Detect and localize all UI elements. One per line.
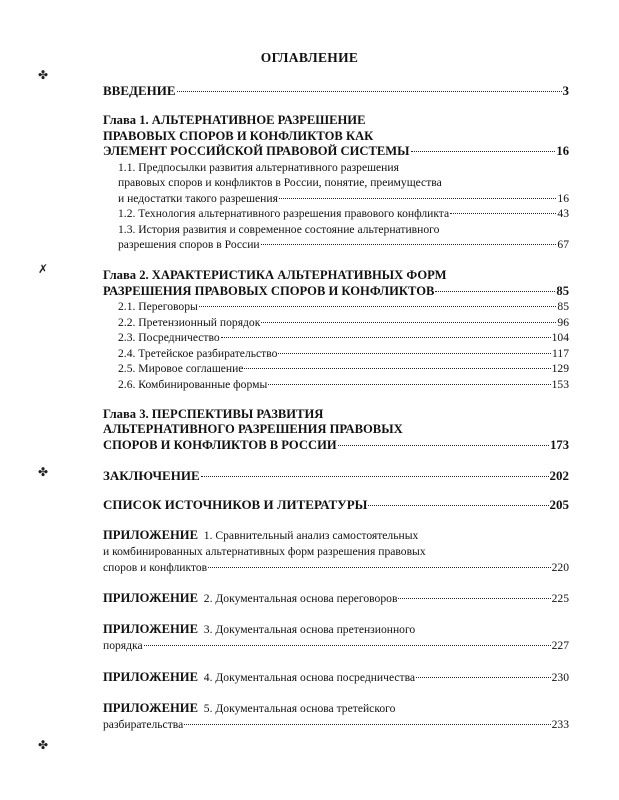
binder-hole-mark-icon: ✤ (38, 68, 49, 82)
toc-entry-chapter-3 (103, 407, 569, 454)
page-number: 227 (551, 639, 569, 653)
toc-entry-appendix-1 (103, 527, 569, 576)
toc-entry-section-2-3 (103, 330, 569, 346)
toc-entry-appendix-3 (103, 621, 569, 654)
toc-entry-appendix-5 (103, 700, 569, 733)
appendix-title-line: порядка (103, 639, 143, 653)
appendix-title-line: 2. Документальная основа переговоров (203, 592, 398, 606)
appendix-label: ПРИЛОЖЕНИЕ (103, 591, 198, 606)
appendix-label: ПРИЛОЖЕНИЕ (103, 670, 198, 685)
chapter-title-line: ЭЛЕМЕНТ РОССИЙСКОЙ ПРАВОВОЙ СИСТЕМЫ (103, 144, 410, 158)
appendix-label: ПРИЛОЖЕНИЕ (103, 701, 198, 716)
toc-entry-section-2-6 (103, 377, 569, 393)
chapter-title-line: Глава 1. АЛЬТЕРНАТИВНОЕ РАЗРЕШЕНИЕ (103, 113, 366, 127)
page-number: 104 (551, 331, 569, 345)
page-number: 220 (551, 561, 569, 575)
page-number: 205 (549, 497, 569, 513)
appendix-label: ПРИЛОЖЕНИЕ (103, 528, 198, 543)
section-title-line: 1.3. История развития и современное состояние альтернативного (118, 222, 440, 236)
appendix-title-line: разбирательства (103, 718, 184, 732)
appendix-label: ПРИЛОЖЕНИЕ (103, 622, 198, 637)
chapter-title-line: ПРАВОВЫХ СПОРОВ И КОНФЛИКТОВ КАК (103, 128, 374, 143)
section-title-line: 1.1. Предпосылки развития альтернативного разрешения (118, 160, 399, 174)
page-number: 67 (557, 238, 569, 252)
toc-entry-chapter-1 (103, 113, 569, 160)
binder-hole-mark-icon: ✤ (38, 738, 49, 752)
section-title-line: 2.6. Комбинированные формы (118, 378, 268, 392)
toc-entry-conclusion (103, 468, 569, 484)
page-number: 16 (556, 144, 569, 158)
section-title-line: 2.5. Мировое соглашение (118, 362, 244, 376)
binder-hole-mark-icon: ✗ (38, 262, 49, 276)
appendix-title-line: 5. Документальная основа третейского (203, 702, 396, 716)
section-title-line: 2.3. Посредничество (118, 331, 220, 345)
appendix-title-line: 4. Документальная основа посредничества (203, 671, 416, 685)
toc-entry-introduction (103, 83, 569, 99)
section-title-line: 2.1. Переговоры (118, 300, 198, 314)
page-number: 202 (549, 468, 569, 484)
page-number: 16 (557, 191, 569, 205)
page-number: 153 (551, 378, 569, 392)
page-number: 117 (552, 346, 569, 360)
page-number: 85 (557, 300, 569, 314)
chapter-title-line: Глава 3. ПЕРСПЕКТИВЫ РАЗВИТИЯ (103, 406, 324, 421)
toc-entry-appendix-4 (103, 669, 569, 686)
toc-entry-section-2-5 (103, 361, 569, 377)
page-number: 129 (551, 362, 569, 376)
section-title-line: 2.2. Претензионный порядок (118, 315, 261, 329)
binder-hole-mark-icon: ✤ (38, 465, 49, 479)
chapter-title-line: АЛЬТЕРНАТИВНОГО РАЗРЕШЕНИЯ ПРАВОВЫХ (103, 422, 403, 437)
toc-entry-section-1-2 (103, 206, 569, 222)
chapter-title-line: Глава 2. ХАРАКТЕРИСТИКА АЛЬТЕРНАТИВНЫХ ФОРМ (103, 268, 447, 283)
entry-text: ЗАКЛЮЧЕНИЕ (103, 468, 200, 484)
appendix-title-line: 1. Сравнительный анализ самостоятельных (203, 529, 419, 543)
section-title-line: правовых споров и конфликтов в России, понятие, преимущества (118, 176, 442, 190)
section-title-line: и недостатки такого разрешения (118, 191, 278, 205)
page-number: 96 (557, 315, 569, 329)
chapter-title-line: РАЗРЕШЕНИЯ ПРАВОВЫХ СПОРОВ И КОНФЛИКТОВ (103, 283, 435, 298)
toc-entry-section-1-1 (103, 160, 569, 207)
appendix-title-line: и комбинированных альтернативных форм разрешения правовых (103, 545, 426, 559)
page-number: 43 (557, 207, 569, 221)
page-number: 233 (551, 718, 569, 732)
table-of-contents (103, 82, 569, 733)
toc-entry-section-2-2 (103, 315, 569, 331)
toc-entry-section-1-3 (103, 222, 569, 253)
page-number: 85 (556, 283, 569, 298)
page-number: 173 (550, 437, 569, 452)
page-title: ОГЛАВЛЕНИЕ (260, 50, 359, 65)
page-number: 3 (562, 83, 569, 98)
section-title-line: 2.4. Третейское разбирательство (118, 346, 278, 360)
appendix-title-line: 3. Документальная основа претензионного (203, 623, 416, 637)
toc-entry-sources (103, 497, 569, 513)
section-title-line: разрешения споров в России (118, 238, 260, 252)
toc-entry-chapter-2 (103, 268, 569, 299)
section-title-line: 1.2. Технология альтернативного разрешения правового конфликта (118, 207, 450, 221)
page-number: 225 (551, 592, 569, 606)
chapter-title-line: СПОРОВ И КОНФЛИКТОВ В РОССИИ (103, 437, 337, 452)
entry-text: ВВЕДЕНИЕ (103, 83, 176, 98)
toc-entry-section-2-1 (103, 299, 569, 315)
toc-entry-appendix-2 (103, 590, 569, 607)
entry-text: СПИСОК ИСТОЧНИКОВ И ЛИТЕРАТУРЫ (103, 497, 368, 513)
page-number: 230 (551, 671, 569, 685)
toc-entry-section-2-4 (103, 346, 569, 362)
appendix-title-line: споров и конфликтов (103, 561, 208, 575)
